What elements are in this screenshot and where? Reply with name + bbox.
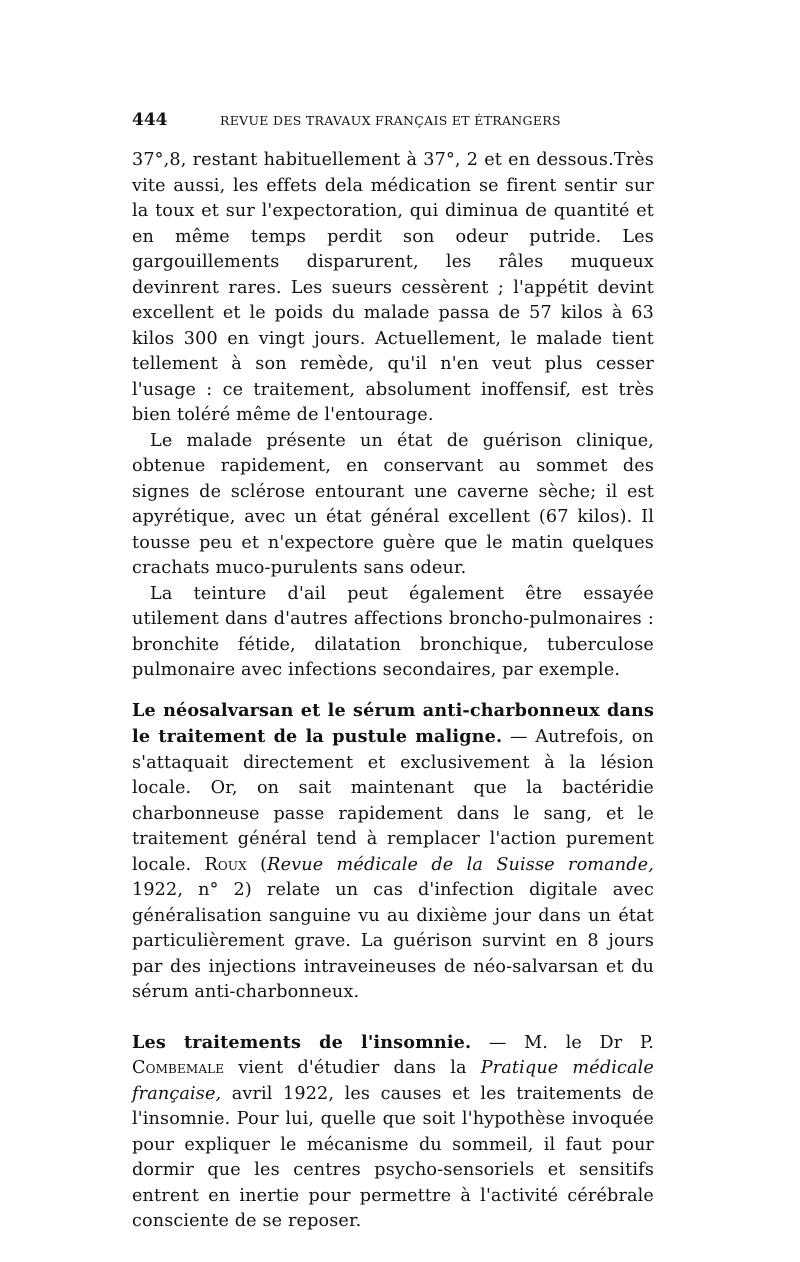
section-heading: Les traitements de l'insomnie. [132, 1031, 472, 1053]
journal-title: Revue médicale de la Suisse romande, [267, 854, 654, 875]
journal-title: Pratique médicale française, [132, 1058, 654, 1104]
page-number: 444 [132, 110, 168, 130]
body-text [132, 148, 654, 1235]
section-text: vient d'étudier dans la [224, 1058, 481, 1078]
section-insomnia [132, 1030, 654, 1235]
running-title: REVUE DES TRAVAUX FRANÇAIS ET ÉTRANGERS [220, 113, 561, 128]
author-name: Combemale [132, 1058, 225, 1078]
section-neosalvarsan [132, 698, 654, 1006]
paragraph-garlic-tincture: La teinture d'ail peut également être essayée utilement dans d'autres affections broncho-pulmonaires : bronchite fétide, dilatation bronchique, tuberculose pulmonaire avec infections secondaires, par exemple. [132, 583, 654, 680]
section-heading: Le néosalvarsan et le sérum anti-charbonneux dans le traitement de la pustule maligne. [132, 699, 654, 747]
page [132, 110, 654, 1235]
section-text: avril 1922, les causes et les traitements de l'insomnie. Pour lui, quelle que soit l'hypothèse invoquée pour expliquer le mécanisme du sommeil, il faut pour dormir que les centres psycho-sensoriels et sensitifs entrent en inertie pour permettre à l'activité cérébrale consciente de se reposer. [132, 1083, 654, 1231]
paragraph-clinical-state: Le malade présente un état de guérison clinique, obtenue rapidement, en conservant au sommet des signes de sclérose entourant une caverne sèche; il est apyrétique, avec un état général excellent (67 kilos). Il tousse peu et n'expectore guère que le matin quelques crachats muco-purulents sans odeur. [132, 430, 654, 578]
running-head [132, 110, 654, 140]
paragraph-continuation: 37°,8, restant habituellement à 37°, 2 et en dessous.Très vite aussi, les effets dela médication se firent sentir sur la toux et sur l'expectoration, qui diminua de quantité et en même temps perdit son odeur putride. Les gargouillements disparurent, les râles muqueux devinrent rares. Les sueurs cessèrent ; l'appétit devint excellent et le poids du malade passa de 57 kilos à 63 kilos 300 en vingt jours. Actuellement, le malade tient tellement à son remède, qu'il n'en veut plus cesser l'usage : ce traitement, absolument inoffensif, est très bien toléré même de l'entourage. [132, 150, 654, 425]
section-text: ( [246, 854, 268, 875]
section-text: 1922, n° 2) relate un cas d'infection digitale avec généralisation sanguine vu au dixième jour dans un état particulièrement grave. La guérison survint en 8 jours par des injections intraveineuses de néo-salvarsan et du sérum anti-charbonneux. [132, 880, 654, 1002]
section-text: — Autrefois, on s'attaquait directement et exclusivement à la lésion locale. Or, on sait maintenant que la bactéridie charbonneuse passe rapidement dans le sang, et le traitement général tend à remplacer l'action purement locale. [132, 727, 654, 875]
section-text: — M. le Dr P. [471, 1032, 655, 1053]
author-name: Roux [204, 854, 247, 875]
